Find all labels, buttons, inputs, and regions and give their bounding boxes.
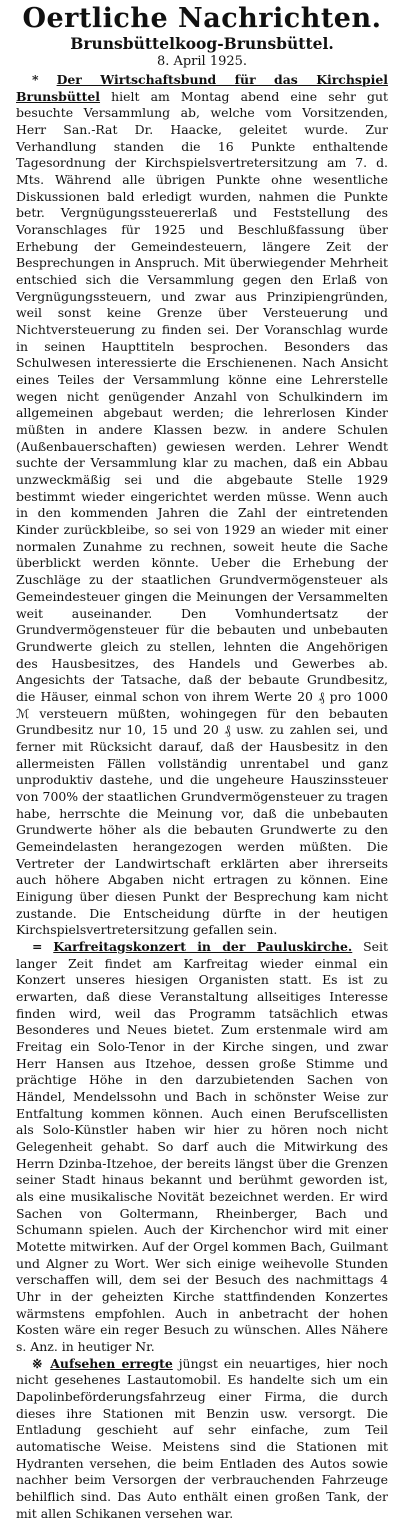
section-subtitle: Brunsbüttelkoog-Brunsbüttel. (70, 34, 334, 53)
article-marker: = (32, 938, 43, 954)
article-wirtschaftsbund (16, 72, 388, 939)
article-body: hielt am Montag abend eine sehr gut besuchte Versammlung ab, welche vom Vorsitzenden, Herr San.-Rat Dr. Haacke, geleitet wurde. Zur Verhandlung standen die 16 Punkte enthaltende Tagesordnung der Kirchspielsvertretersitzung am 7. d. Mts. Während alle übrigen Punkte ohne wesentliche Diskussionen bald erledigt wurden, nahmen die Punkte betr. Vergnügungssteuererlaß und Feststellung des Voranschlages für 1925 und Beschlußfassung über Erhebung der Gemeindesteuern, längere Zeit der Besprechungen in Anspruch. Mit überwiegender Mehrheit entschied sich die Versammlung gegen den Erlaß von Vergnügungssteuern, und zwar aus Prinzipiengründen, weil sonst keine Grenze über Versteuerung und Nichtversteuerung zu finden sei. Der Voranschlag wurde in seinen Haupttiteln besprochen. Besonders das Schulwesen interessierte die Erschienenen. Nach Ansicht eines Teiles der Versammlung könne eine Lehrerstelle wegen nicht genügender Anzahl von Schulkindern im allgemeinen abgebaut werden; die lehrerlosen Kinder müßten in andere Klassen bezw. in andere Schulen (Außenbauerschaften) gewiesen werden. Lehrer Wendt suchte der Versammlung klar zu machen, daß ein Abbau unzweckmäßig sei und die abgebaute Stelle 1929 bestimmt wieder eingerichtet werden müsse. Wenn auch in den kommenden Jahren die Zahl der eintretenden Kinder zurückbleibe, so sei von 1929 an wieder mit einer normalen Zunahme zu rechnen, soweit heute die Sache überblickt werden könnte. Ueber die Erhebung der Zuschläge zu der staatlichen Grundvermögensteuer als Gemeindesteuer gingen die Meinungen der Versammelten weit auseinander. Den Vomhundertsatz der Grundvermögensteuer für die bebauten und unbebauten Grundwerte gleich zu stellen, lehnten die Angehörigen des Hausbesitzes, des Handels und Gewerbes ab. Angesichts der Tatsache, daß der bebaute Grundbesitz, die Häuser, einmal schon von ihrem Werte 20 ₰ pro 1000 ℳ versteuern müßten, wohingegen für den bebauten Grundbesitz nur 10, 15 und 20 ₰ usw. zu zahlen sei, und ferner mit Rücksicht darauf, daß der Hausbesitz in den allermeisten Fällen vollständig unrentabel und ganz unproduktiv dastehe, und die ungeheure Hauszinssteuer von 700% der staatlichen Grundvermögensteuer zu tragen habe, herrschte die Meinung vor, daß die unbebauten Grundwerte höher als die bebauten Grundwerte zu den Gemeindelasten herangezogen werden müßten. Die Vertreter der Landwirtschaft erklärten aber ihrerseits auch höhere Abgaben nicht ertragen zu können. Eine Einigung über diesen Punkt der Besprechung kam nicht zustande. Die Entscheidung dürfte in der heutigen Kirchspielsvertretersitzung gefallen sein. (16, 88, 388, 938)
article-headline: Karfreitagskonzert in der Pauluskirche. (53, 938, 353, 954)
article-headline: Der Wirtschaftsbund für das Kirchspiel Brunsbüttel (16, 72, 388, 104)
section-title: Oertliche Nachrichten. (22, 3, 382, 34)
article-paragraph (16, 1356, 388, 1522)
article-body: Seit langer Zeit findet am Karfreitag wieder einmal ein Konzert unseres hiesigen Organisten statt. Es ist zu erwarten, daß diese Veranstaltung allseitiges Interesse finden wird, weil das Programm tatsächlich etwas Besonderes und Neues bietet. Zum erstenmale wird am Freitag ein Solo-Tenor in der Kirche singen, und zwar Herr Hansen aus Itzehoe, dessen große Stimme und prächtige Höhe in den darzubietenden Sachen von Händel, Mendelssohn und Bach in schönster Weise zur Entfaltung kommen können. Auch einen Berufscellisten als Solo-Künstler haben wir hier zu hören noch nicht Gelegenheit gehabt. So darf auch die Mitwirkung des Herrn Dzinba-Itzehoe, der bereits längst über die Grenzen seiner Stadt hinaus bekannt und berühmt geworden ist, als eine musikalische Novität bezeichnet werden. Er wird Sachen von Goltermann, Rheinberger, Bach und Schumann spielen. Auch der Kirchenchor wird mit einer Motette mitwirken. Auf der Orgel kommen Bach, Guilmant und Algner zu Wort. Wer sich einige weihevolle Stunden verschaffen will, dem sei der Besuch des nachmittags 4 Uhr in der geheizten Kirche stattfindenden Konzertes wärmstens empfohlen. Auch in anbetracht der hohen Kosten wäre ein reger Besuch zu wünschen. Alles Nähere s. Anz. in heutiger Nr. (16, 938, 388, 1355)
article-marker: ※ (32, 1355, 45, 1371)
article-paragraph (16, 72, 388, 939)
article-headline: Aufsehen erregte (50, 1355, 173, 1371)
article-aufsehen (16, 1356, 388, 1522)
article-body: jüngst ein neuartiges, hier noch nicht gesehenes Lastautomobil. Es handelte sich um ein Dapolinbeförderungsfahrzeug einer Firma, die durch dieses ihre Stationen mit Benzin usw. versorgt. Die Entladung geschieht auf sehr einfache, zum Teil automatische Weise. Meistens sind die Stationen mit Hydranten versehen, die beim Entladen des Autos sowie nachher beim Versorgen der verbrauchenden Fahrzeuge behilflich sind. Das Auto enthält einen großen Tank, der mit allen Schikanen versehen war. (16, 1355, 388, 1521)
article-karfreitagskonzert (16, 939, 388, 1356)
article-marker: * (32, 72, 39, 87)
article-paragraph (16, 939, 388, 1356)
dateline: 8. April 1925. (156, 54, 248, 69)
